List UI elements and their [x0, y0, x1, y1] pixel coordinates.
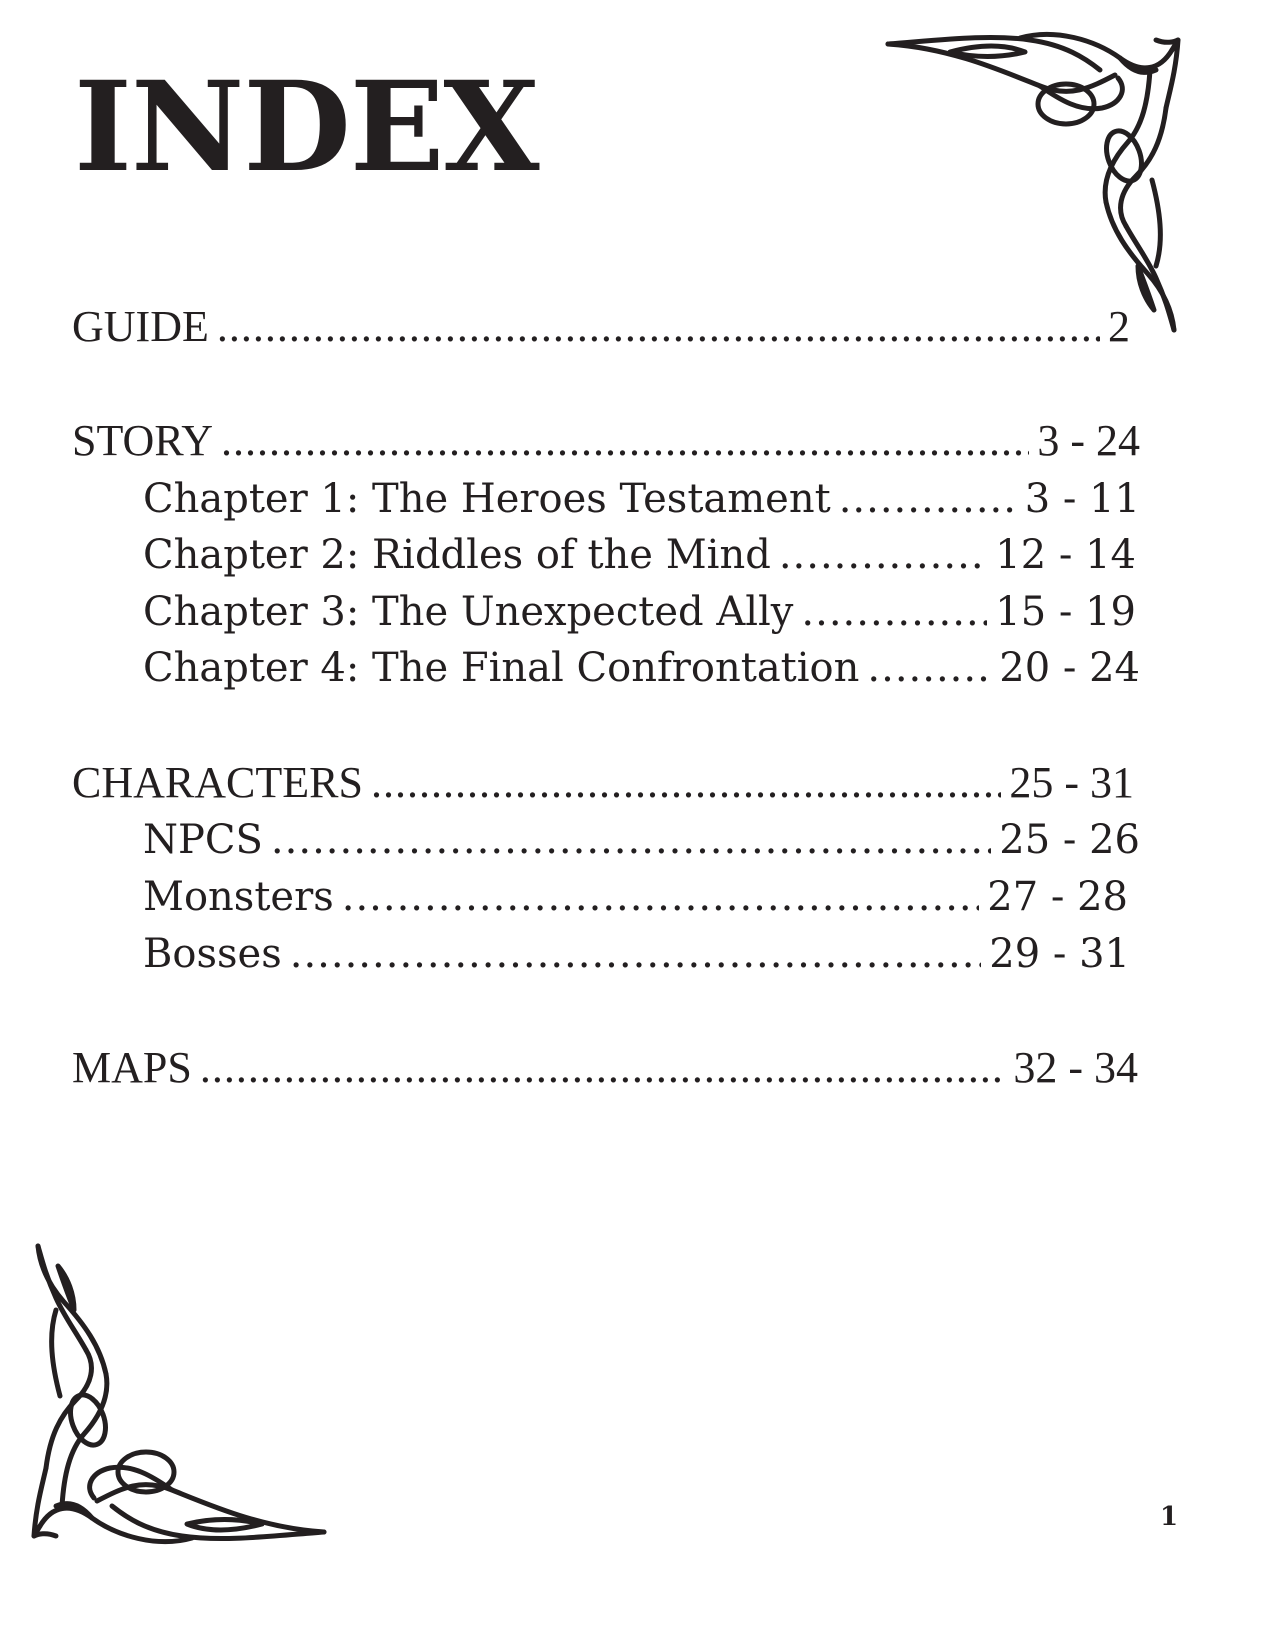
dot-leader	[200, 1043, 1006, 1093]
page-title: INDEX	[74, 55, 539, 200]
toc-label: Chapter 1: The Heroes Testament	[143, 476, 831, 522]
toc-label: NPCS	[143, 817, 263, 863]
toc-label: CHARACTERS	[72, 758, 363, 807]
toc-pages: 25 - 31	[1009, 758, 1134, 807]
toc-entry-chapter-2[interactable]	[143, 530, 1136, 580]
toc-entry-chapter-1[interactable]	[143, 474, 1140, 524]
toc-label: Chapter 2: Riddles of the Mind	[143, 532, 771, 578]
celtic-knot-corner-icon	[880, 30, 1200, 340]
toc-entry-story[interactable]	[72, 416, 1140, 466]
dot-leader	[342, 872, 980, 922]
toc-pages: 3 - 11	[1024, 476, 1140, 522]
toc-label: Bosses	[143, 931, 282, 977]
celtic-knot-corner-icon	[12, 1236, 332, 1546]
toc-entry-characters[interactable]	[72, 758, 1134, 808]
dot-leader	[371, 758, 1001, 808]
toc-label: Chapter 3: The Unexpected Ally	[143, 589, 794, 635]
toc-entry-npcs[interactable]	[143, 815, 1140, 865]
toc-label: Chapter 4: The Final Confrontation	[143, 645, 860, 691]
toc-entry-monsters[interactable]	[143, 872, 1128, 922]
toc-pages: 2	[1108, 302, 1130, 351]
toc-entry-bosses[interactable]	[143, 929, 1130, 979]
dot-leader	[221, 416, 1029, 466]
dot-leader	[290, 929, 982, 979]
toc-pages: 12 - 14	[995, 532, 1136, 578]
toc-pages: 29 - 31	[989, 931, 1130, 977]
dot-leader	[801, 587, 987, 637]
toc-entry-chapter-4[interactable]	[143, 643, 1140, 693]
toc-label: Monsters	[143, 874, 334, 920]
toc-label: STORY	[72, 416, 214, 465]
toc-pages: 32 - 34	[1013, 1043, 1138, 1092]
toc-pages: 20 - 24	[999, 645, 1140, 691]
dot-leader	[779, 530, 987, 580]
toc-pages: 3 - 24	[1037, 416, 1140, 465]
dot-leader	[867, 643, 991, 693]
toc-pages: 25 - 26	[999, 817, 1140, 863]
toc-label: MAPS	[72, 1043, 192, 1092]
toc-entry-maps[interactable]	[72, 1043, 1138, 1093]
dot-leader	[839, 474, 1017, 524]
toc-entry-chapter-3[interactable]	[143, 587, 1136, 637]
dot-leader	[271, 815, 991, 865]
toc-pages: 15 - 19	[995, 589, 1136, 635]
page-number: 1	[1160, 1502, 1179, 1532]
toc-label: GUIDE	[72, 302, 209, 351]
toc-pages: 27 - 28	[987, 874, 1128, 920]
